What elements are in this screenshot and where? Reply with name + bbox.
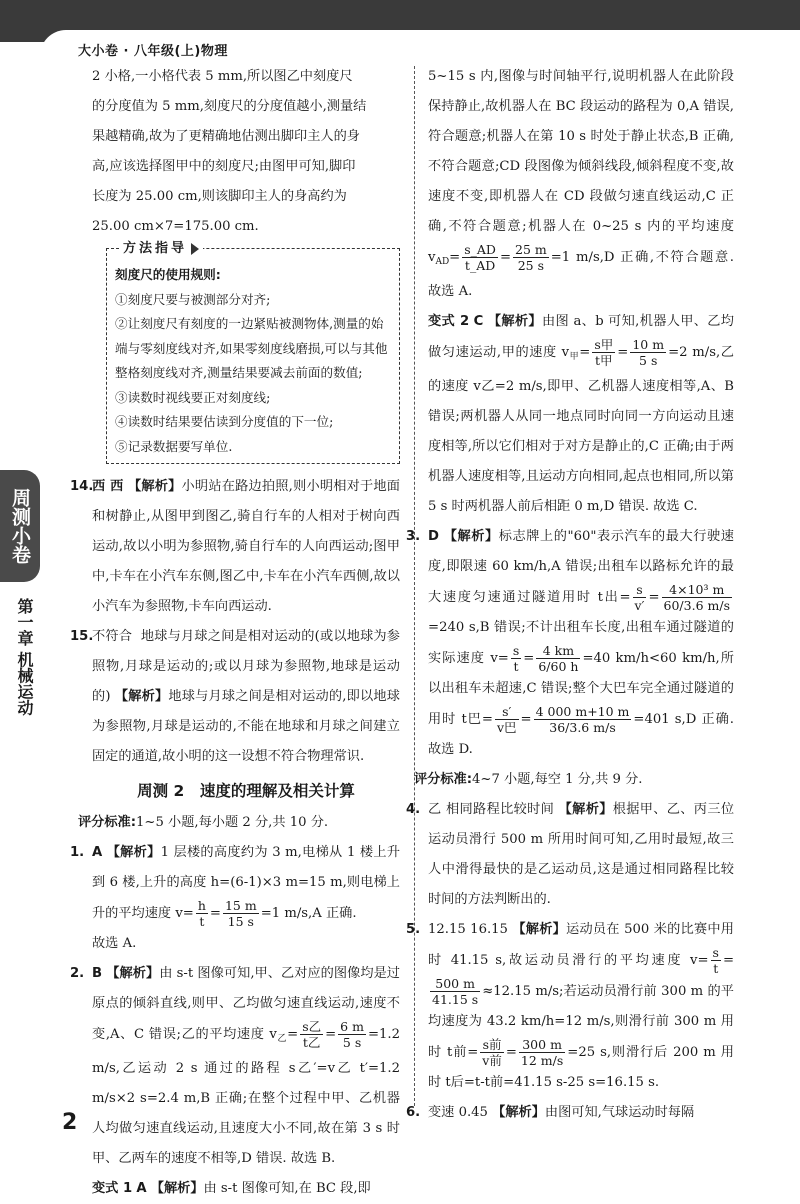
method-guide-box	[106, 241, 400, 464]
side-chapter-label: 第一章 机械运动	[15, 598, 34, 716]
answer-2: 2. B 【解析】由 s-t 图像可知,甲、乙对应的图像均是过原点的倾斜直线,则甲、乙均做匀速直线运动,速度不变,A、C 错误;乙的平均速度 $v_乙=$ $\frac{\text{s乙}}{\text{t乙}}$ = $\frac{6 m}{5 s}$ =1.2 m/s,乙运动 2 s 通过的路程 s乙′=v乙 t′=1.2 m/s×2 s=2.4 m,B 正确;在整个过程中甲、乙机器人均做匀速直线运动,且速度大小不同,故在第 3 s 时甲、乙两车的速度不相等,D 错误. 故选 B.	[92, 959, 400, 1174]
page-number: 2	[62, 1110, 78, 1135]
answer-text: 12.15 16.15	[428, 922, 508, 937]
scoring-text: 4~7 小题,每空 1 分,共 9 分.	[472, 772, 643, 787]
question-number: 3.	[406, 529, 421, 544]
analysis-tag: 【解析】	[127, 479, 182, 494]
analysis-text: 由图可知,气球运动时每隔	[544, 1105, 695, 1120]
analysis-tag: 【解析】	[487, 314, 542, 329]
analysis-text: 5~15 s 内,图像与时间轴平行,说明机器人在此阶段保持静止,故机器人在 BC 段运动的路程为 0,A 错误,符合题意;机器人在第 10 s 时处于静止状态,B 正确,不符合题意;CD 段图像为倾斜线段,倾斜程度不变,故速度不变,即机器人在 CD 段做匀速直线运动,C 正确,不符合题意;机器人在	[428, 69, 734, 234]
method-guide-title: 方法指导	[119, 237, 203, 262]
fraction: $\frac{s}{t}$	[712, 945, 719, 976]
left-column	[70, 62, 401, 1204]
conclusion: 故选 A.	[92, 936, 137, 951]
section-title: 周测 2 速度的理解及相关计算	[137, 782, 355, 800]
fraction: $\frac{4 km}{6/60 h}$	[538, 643, 579, 674]
fraction: $\frac{10 m}{5 s}$	[632, 337, 665, 368]
question-number: 14.	[70, 479, 94, 494]
analysis-tag: 【解析】	[512, 922, 567, 937]
fraction: $\frac{s\_AD}{t\_AD}$	[464, 242, 496, 273]
analysis-text: 1 层楼的高度约为 3 m,电梯从 1 楼上升到 6 楼,上升的高度 h=(6-1)×3 m=15 m,则电梯上升的平均速度 v=	[92, 845, 401, 921]
side-tab-label: 周测小卷	[9, 488, 31, 564]
question-number: 5.	[406, 922, 421, 937]
question-number: 2.	[70, 966, 85, 981]
answer-text: A	[136, 1181, 147, 1196]
answer-text: 不符合	[92, 629, 133, 644]
intro-paragraph	[92, 62, 400, 242]
answer-15	[70, 622, 400, 772]
analysis-tag: 【解析】	[492, 1105, 545, 1120]
fraction: $\frac{15 m}{15 s}$	[224, 898, 257, 929]
answer-text: D	[428, 529, 439, 544]
book-title: 大小卷 · 八年级(上)物理	[78, 44, 228, 59]
scoring-standard	[414, 765, 734, 795]
variant-1-continued: 5~15 s 内,图像与时间轴平行,说明机器人在此阶段保持静止,故机器人在 BC 段运动的路程为 0,A 错误,符合题意;机器人在第 10 s 时处于静止状态,B 正确,不符合题意;CD 段图像为倾斜线段,倾斜程度不变,故速度不变,即机器人在 CD 段做匀速直线运动,C 正确,不符合题意;机器人在 0~25 s 内的平均速度 $v_{AD}=$ $\frac{s\_AD}{t\_AD}$ = $\frac{25 m}{25 s}$ =1 m/s,D 正确,不符合题意. 故选 A.	[428, 69, 734, 299]
intro-line: 的分度值为 5 mm,刻度尺的分度值越小,测量结	[92, 99, 367, 114]
question-number: 6.	[406, 1105, 421, 1120]
right-column	[406, 62, 735, 1128]
analysis-tag: 【解析】	[106, 966, 160, 981]
answer-text: C	[473, 314, 484, 329]
intro-line: 果越精确,故为了更精确地估测出脚印主人的身	[92, 129, 360, 144]
answer-text: 变速 0.45	[428, 1105, 488, 1120]
fraction: $\frac{\text{s乙}}{\text{t乙}}$	[302, 1019, 322, 1050]
answer-14	[70, 472, 400, 622]
analysis-tag: 【解析】	[443, 529, 499, 544]
answer-1: 1. A 【解析】1 层楼的高度约为 3 m,电梯从 1 楼上升到 6 楼,上升的高度 h=(6-1)×3 m=15 m,则电梯上升的平均速度 v= $\frac{h}{t}$ = $\frac{15 m}{15 s}$ =1 m/s,A 正确. 故选 A.	[92, 838, 400, 959]
variant-label: 变式 1	[92, 1181, 133, 1196]
arrow-icon	[191, 243, 199, 255]
column-divider	[414, 66, 415, 1106]
scoring-label: 评分标准:	[414, 772, 473, 787]
variant-1	[92, 1174, 400, 1204]
fraction: $\frac{\text{s甲}}{\text{t甲}}$	[594, 337, 614, 368]
analysis-text: 小明站在路边拍照,则小明相对于地面和树静止,从图甲到图乙,骑自行车的人相对于树向西运动,故以小明为参照物,骑自行车的人向西运动;图甲中,卡车在小汽车东侧,图乙中,卡车在小汽车西侧,故以小汽车为参照物,卡车向西运动.	[92, 479, 400, 614]
intro-line: 长度为 25.00 cm,则该脚印主人的身高约为	[92, 189, 347, 204]
scoring-text: 1~5 小题,每小题 2 分,共 10 分.	[136, 815, 329, 830]
method-guide-heading: 刻度尺的使用规则:	[115, 267, 221, 282]
fraction: $\frac{300 m}{12 m/s}$	[520, 1037, 564, 1068]
fraction: $\frac{\text{4×10³ m}}{60/3.6 m/s}$	[663, 582, 730, 613]
scoring-standard	[78, 808, 400, 838]
fraction: $\frac{25 m}{25 s}$	[515, 242, 547, 273]
question-number: 1.	[70, 845, 85, 860]
variant-2: 变式 2 C 【解析】由图 a、b 可知,机器人甲、乙均做匀速运动,甲的速度 $v_甲=$ $\frac{\text{s甲}}{\text{t甲}}$ = $\frac{10 m}{5 s}$ =2 m/s,乙的速度 v乙=2 m/s,即甲、乙机器人速度相等,A、B 错误;两机器人从同一地点同时向同一方向运动且速度相等,所以它们相对于对方是静止的,C 正确;由于两机器人速度相等,且运动方向相同,起点也相同,所以第 5 s 时两机器人前后相距 0 m,D 错误. 故选 C.	[428, 314, 734, 514]
answer-text: B	[92, 966, 103, 981]
answer-4	[406, 795, 735, 915]
variant-label: 变式 2	[428, 314, 470, 329]
method-rule: ⑤记录数据要写单位.	[115, 438, 233, 454]
intro-line: 25.00 cm×7=175.00 cm.	[92, 219, 259, 234]
method-rule: ③读数时视线要正对刻度线;	[115, 389, 271, 405]
answer-text: 西 西	[92, 479, 124, 494]
fraction: $\frac{s}{v'}$	[634, 582, 645, 613]
fraction: $\frac{h}{t}$	[197, 898, 206, 929]
analysis-tag: 【解析】	[106, 845, 161, 860]
side-tab-weekly-test	[0, 470, 40, 582]
fraction: $\frac{s'}{\text{v巴}}$	[496, 704, 517, 735]
method-rule: ②让刻度尺有刻度的一边紧贴被测物体,测量的始端与零刻度线对齐,如果零刻度线磨损,可以与其他整格刻度线对齐,测量结果要减去前面的数值;	[115, 316, 388, 380]
analysis-text: 由 s-t 图像可知,甲、乙对应的图像均是过原点的倾斜直线,则甲、乙均做匀速直线运动,速度不变,A、C 错误;乙的平均速度 v	[92, 966, 400, 1042]
fraction: $\frac{4 000 m+10 m}{36/3.6 m/s}$	[535, 704, 630, 735]
intro-line: 2 小格,一小格代表 5 mm,所以图乙中刻度尺	[92, 69, 353, 84]
answer-3: 3. D 【解析】标志牌上的"60"表示汽车的最大行驶速度,即限速 60 km/h,A 错误;出租车以路标允许的最大速度匀速通过隧道用时 t出= $\frac{s}{v'}$ = $\frac{\text{4×10³ m}}{60/3.6 m/s}$ =240 s,B 错误;不计出租车长度,出租车通过隧道的实际速度 v= $\frac{s}{t}$ = $\frac{4 km}{6/60 h}$ =40 km/h<60 km/h,所以出租车未超速,C 错误;整个大巴车完全通过隧道的用时 t巴= $\frac{s'}{\text{v巴}}$ = $\frac{4 000 m+10 m}{36/3.6 m/s}$ =401 s,D 正确. 故选 D.	[428, 522, 734, 765]
fraction: $\frac{500 m}{41.15 s}$	[432, 976, 479, 1007]
method-rule: ④读数时结果要估读到分度值的下一位;	[115, 414, 334, 429]
fraction: $\frac{\text{s前}}{\text{v前}}$	[482, 1037, 502, 1068]
analysis-text: 地球与月球之间是相对运动的,即以地球为参照物,月球是运动的,不能在地球和月球之间建立固定的通道,故小明的这一设想不符合物理常识.	[92, 689, 400, 764]
answer-text: 乙 相同路程比较时间	[428, 802, 555, 817]
answer-6	[406, 1098, 734, 1128]
fraction: $\frac{s}{t}$	[512, 643, 520, 674]
answer-text: A	[92, 845, 103, 860]
method-rule: ①刻度尺要与被测部分对齐;	[115, 291, 271, 307]
scoring-label: 评分标准:	[78, 815, 137, 830]
analysis-text: 根据甲、乙、丙三位运动员滑行 500 m 所用时间可知,乙用时最短,故三人中滑得最快的是乙运动员,这是通过相同路程比较时间的方法判断出的.	[428, 802, 735, 907]
analysis-tag: 【解析】	[150, 1181, 204, 1196]
analysis-tag: 【解析】	[558, 802, 613, 817]
answer-reason: 地球与月球之间是相对运动的(或以地球为参照物,月球是运动的;或以月球为参照物,地球是运动的)	[92, 629, 400, 704]
analysis-tag: 【解析】	[114, 689, 169, 704]
answer-5: 5. 12.15 16.15 【解析】运动员在 500 米的比赛中用时 41.15 s,故运动员滑行的平均速度 v= $\frac{s}{t}$ = $\frac{500 m}{41.15 s}$ ≈12.15 m/s;若运动员滑行前 300 m 的平均速度为 43.2 km/h=12 m/s,则滑行前 300 m 用时 t前= $\frac{\text{s前}}{\text{v前}}$ = $\frac{300 m}{12 m/s}$ =25 s,则滑行后 200 m 用时 t后=t-t前=41.15 s-25 s=16.15 s.	[428, 915, 734, 1098]
question-number: 15.	[70, 629, 94, 644]
question-number: 4.	[406, 802, 421, 817]
fraction: $\frac{6 m}{5 s}$	[340, 1019, 364, 1050]
analysis-text: 由 s-t 图像可知,在 BC 段,即	[203, 1181, 371, 1196]
intro-line: 高,应该选择图甲中的刻度尺;由图甲可知,脚印	[92, 159, 356, 174]
